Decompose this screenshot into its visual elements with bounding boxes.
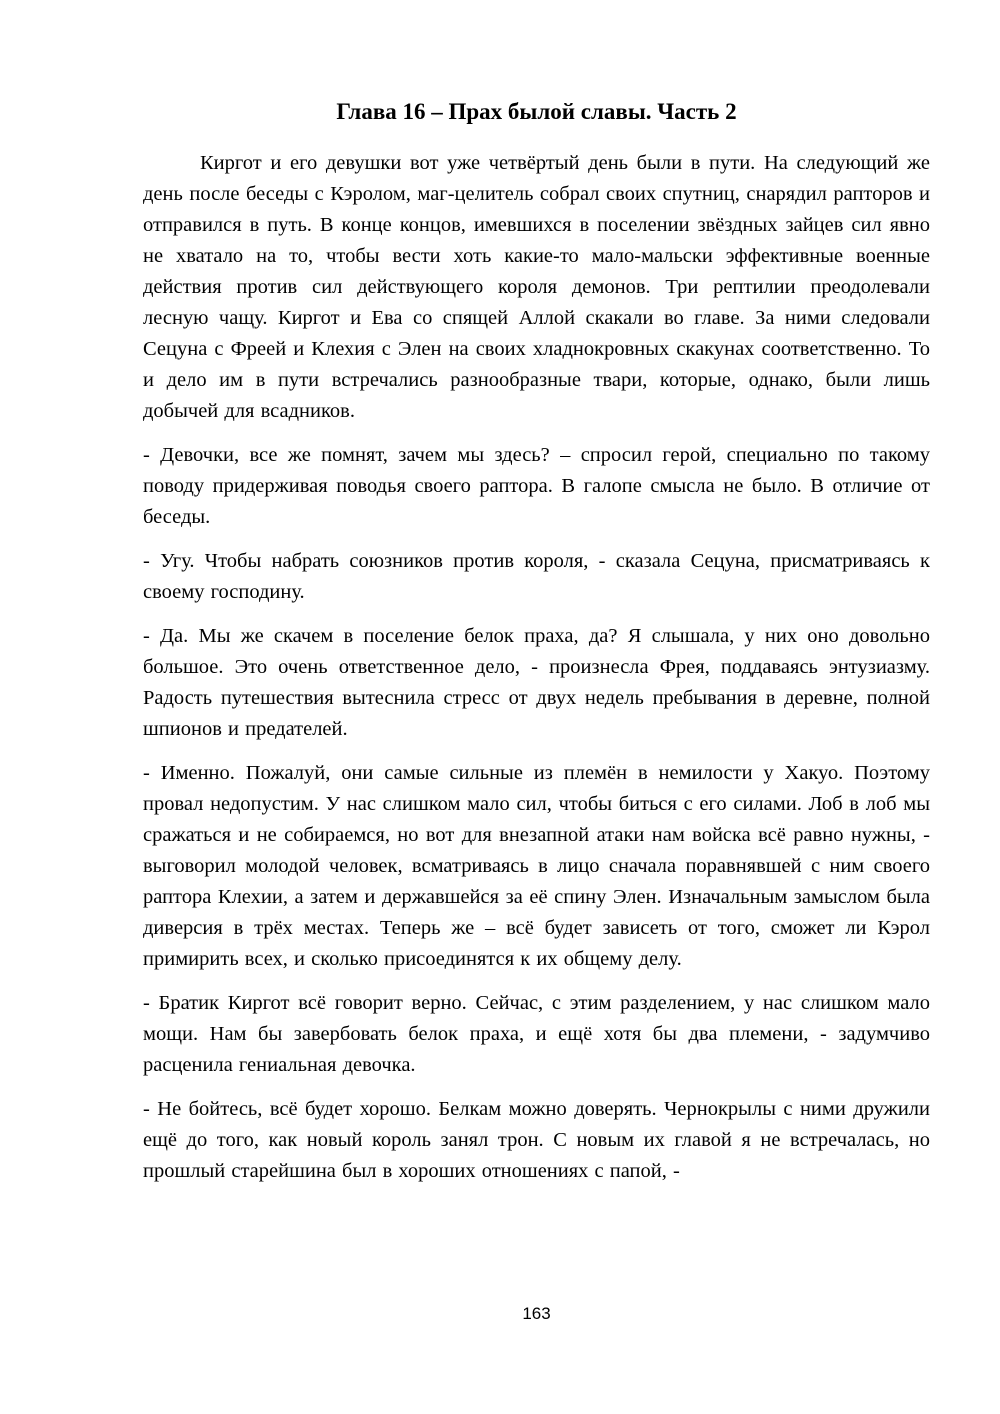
paragraph: - Угу. Чтобы набрать союзников против короля, - сказала Сецуна, присматриваясь к своему господину. bbox=[143, 550, 930, 603]
paragraph: - Братик Киргот всё говорит верно. Сейчас, с этим разделением, у нас слишком мало мощи. Нам бы завербовать белок праха, и ещё хотя бы два племени, - задумчиво расценила гениальная девочка. bbox=[143, 992, 930, 1076]
paragraph: - Девочки, все же помнят, зачем мы здесь? – спросил герой, специально по такому поводу придерживая поводья своего раптора. В галопе смысла не было. В отличие от беседы. bbox=[143, 444, 930, 528]
paragraph: - Именно. Пожалуй, они самые сильные из племён в немилости у Хакуо. Поэтому провал недопустим. У нас слишком мало сил, чтобы биться с его силами. Лоб в лоб мы сражаться и не собираемся, но вот для внезапной атаки нам войска всё равно нужны, - выговорил молодой человек, всматриваясь в лицо сначала поравнявшей с ним своего раптора Клехии, а затем и державшейся за её спину Элен. Изначальным замыслом была диверсия в трёх местах. Теперь же – всё будет зависеть от того, сможет ли Кэрол примирить всех, и сколько присоединятся к их общему делу. bbox=[143, 762, 930, 970]
paragraph: - Не бойтесь, всё будет хорошо. Белкам можно доверять. Чернокрылы с ними дружили ещё до того, как новый король занял трон. С новым их главой я не встречалась, но прошлый старейшина был в хороших отношениях с папой, - bbox=[143, 1098, 930, 1182]
paragraph: Киргот и его девушки вот уже четвёртый день были в пути. На следующий же день после беседы с Кэролом, маг-целитель собрал своих спутниц, снарядил рапторов и отправился в путь. В конце концов, имевшихся в поселении звёздных зайцев сил явно не хватало на то, чтобы вести хоть какие-то мало-мальски эффективные военные действия против сил действующего короля демонов. Три рептилии преодолевали лесную чащу. Киргот и Ева со спящей Аллой скакали во главе. За ними следовали Сецуна с Фреей и Клехия с Элен на своих хладнокровных скакунах соответственно. То и дело им в пути встречались разнообразные твари, которые, однако, были лишь добычей для всадников. bbox=[143, 152, 930, 422]
page-number: 163 bbox=[522, 1304, 551, 1323]
text-block bbox=[143, 96, 930, 1200]
chapter-title: Глава 16 – Прах былой славы. Часть 2 bbox=[336, 99, 737, 124]
paragraph: - Да. Мы же скачем в поселение белок праха, да? Я слышала, у них оно довольно большое. Это очень ответственное дело, - произнесла Фрея, поддаваясь энтузиазму. Радость путешествия вытеснила стресс от двух недель пребывания в деревне, полной шпионов и предателей. bbox=[143, 625, 930, 740]
